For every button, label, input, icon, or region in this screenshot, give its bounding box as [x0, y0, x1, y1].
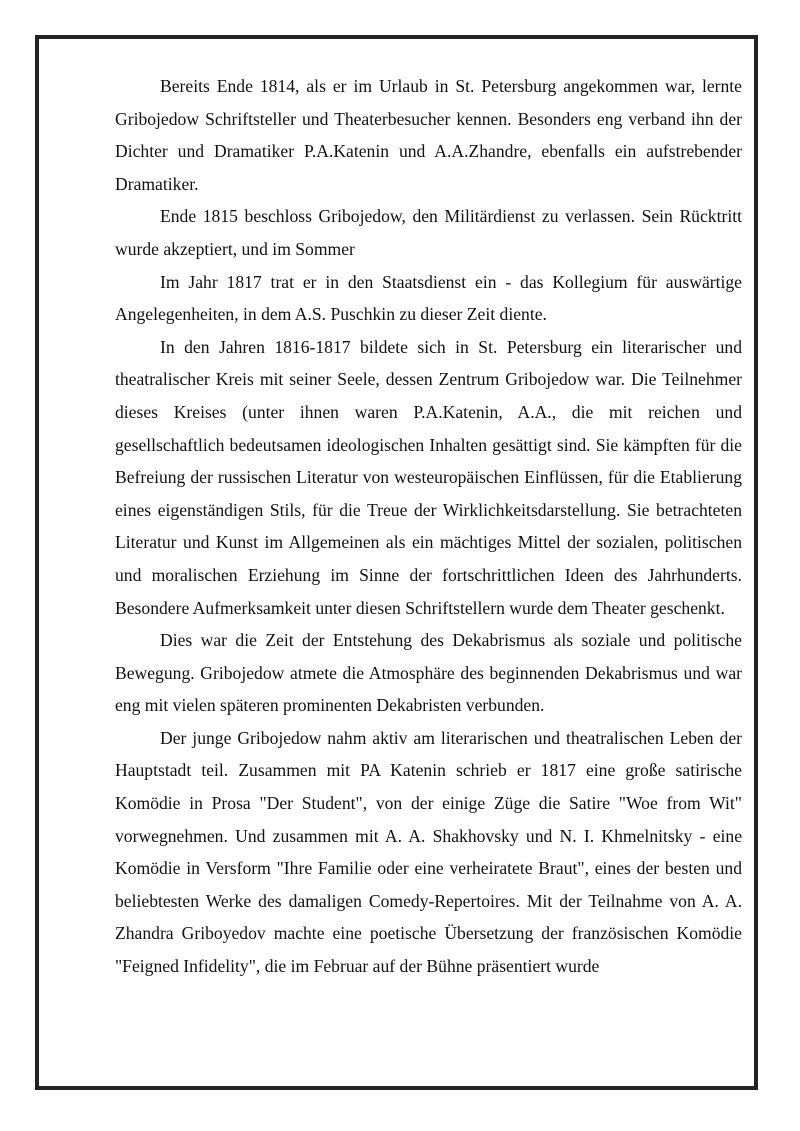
document-body [115, 70, 742, 983]
paragraph: Im Jahr 1817 trat er in den Staatsdienst ein - das Kollegium für auswärtige Angelegenheiten, in dem A.S. Puschkin zu dieser Zeit diente. [115, 271, 742, 325]
paragraph: In den Jahren 1816-1817 bildete sich in St. Petersburg ein literarischer und theatralischer Kreis mit seiner Seele, dessen Zentrum Gribojedow war. Die Teilnehmer dieses Kreises (unter ihnen waren P.A.Katenin, A.A., die mit reichen und gesellschaftlich bedeutsamen ideologischen Inhalten gesättigt sind. Sie kämpften für die Befreiung der russischen Literatur von westeuropäischen Einflüssen, für die Etablierung eines eigenständigen Stils, für die Treue der Wirklichkeitsdarstellung. Sie betrachteten Literatur und Kunst im Allgemeinen als ein mächtiges Mittel der sozialen, politischen und moralischen Erziehung im Sinne der fortschrittlichen Ideen des Jahrhunderts. Besondere Aufmerksamkeit unter diesen Schriftstellern wurde dem Theater geschenkt. [115, 336, 742, 618]
paragraph: Der junge Gribojedow nahm aktiv am literarischen und theatralischen Leben der Hauptstadt teil. Zusammen mit PA Katenin schrieb er 1817 eine große satirische Komödie in Prosa "Der Student", von der einige Züge die Satire "Woe from Wit" vorwegnehmen. Und zusammen mit A. A. Shakhovsky und N. I. Khmelnitsky - eine Komödie in Versform "Ihre Familie oder eine verheiratete Braut", eines der besten und beliebtesten Werke des damaligen Comedy-Repertoires. Mit der Teilnahme von A. A. Zhandra Griboyedov machte eine poetische Übersetzung der französischen Komödie "Feigned Infidelity", die im Februar auf der Bühne präsentiert wurde [115, 727, 742, 977]
paragraph: Bereits Ende 1814, als er im Urlaub in St. Petersburg angekommen war, lernte Gribojedow Schriftsteller und Theaterbesucher kennen. Besonders eng verband ihn der Dichter und Dramatiker P.A.Katenin und A.A.Zhandre, ebenfalls ein aufstrebender Dramatiker. [115, 76, 742, 194]
paragraph: Ende 1815 beschloss Gribojedow, den Militärdienst zu verlassen. Sein Rücktritt wurde akzeptiert, und im Sommer [115, 206, 742, 259]
paragraph: Dies war die Zeit der Entstehung des Dekabrismus als soziale und politische Bewegung. Gribojedow atmete die Atmosphäre des beginnenden Dekabrismus und war eng mit vielen späteren prominenten Dekabristen verbunden. [115, 630, 742, 716]
